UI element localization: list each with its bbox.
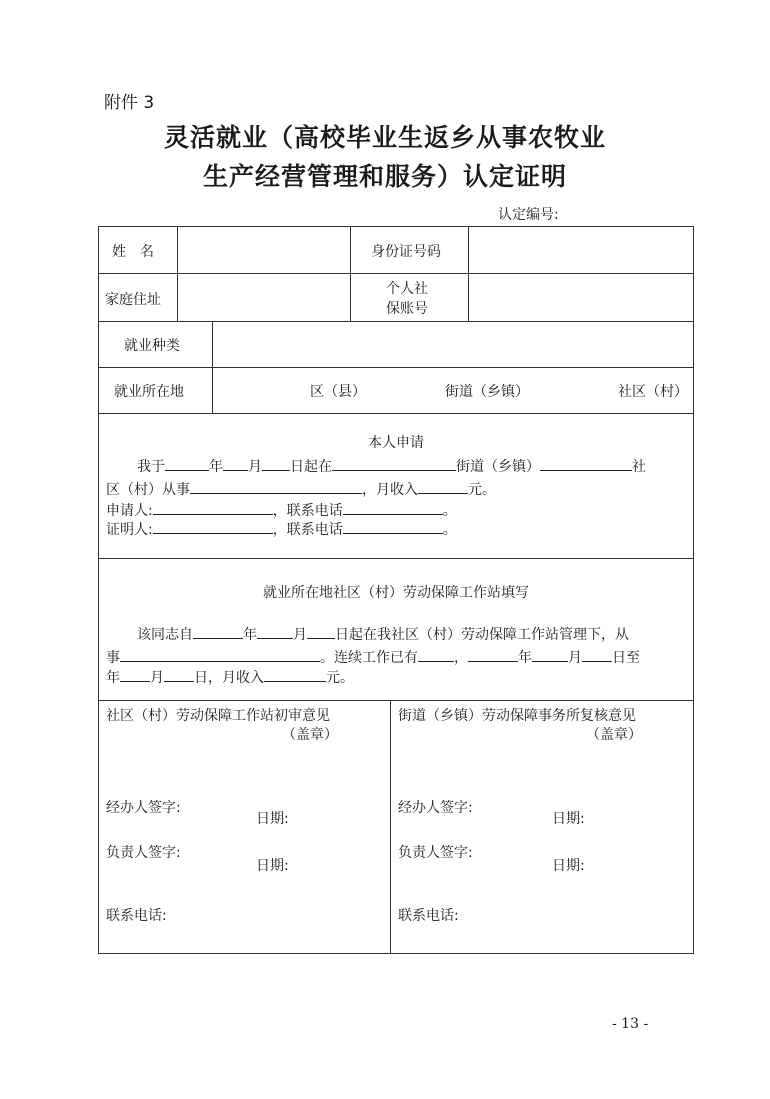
- station-line-1: 该同志自 年 月 日起在我社区（村）劳动保障工作站管理下，从: [137, 624, 629, 644]
- left-handler-date-label: 日期:: [256, 811, 289, 827]
- station-heading: 就业所在地社区（村）劳动保障工作站填写: [263, 585, 529, 601]
- col-divider: [390, 700, 391, 954]
- col-divider: [177, 226, 178, 321]
- right-panel-seal: （盖章）: [586, 727, 642, 743]
- col-divider: [468, 226, 469, 321]
- col-divider: [350, 226, 351, 321]
- street-label: 街道（乡镇）: [445, 384, 529, 400]
- left-leader-date-label: 日期:: [256, 858, 289, 874]
- employment-type-label: 就业种类: [124, 338, 180, 354]
- left-panel-seal: （盖章）: [282, 727, 338, 743]
- row-divider: [98, 558, 694, 559]
- social-account-label: 保账号: [386, 301, 428, 317]
- right-leader-date-label: 日期:: [552, 858, 585, 874]
- cert-number-label: 认定编号:: [498, 207, 559, 223]
- id-number-label: 身份证号码: [371, 244, 441, 260]
- row-divider: [98, 700, 694, 701]
- left-handler-signature-label: 经办人签字:: [106, 800, 181, 816]
- attachment-label: 附件 3: [104, 93, 155, 113]
- right-handler-date-label: 日期:: [552, 811, 585, 827]
- applicant-line: 申请人: ，联系电话 。: [106, 500, 457, 520]
- right-panel-heading: 街道（乡镇）劳动保障事务所复核意见: [398, 708, 636, 724]
- address-label: 家庭住址: [105, 292, 161, 308]
- document-title-line-1: 灵活就业（高校毕业生返乡从事农牧业: [163, 123, 606, 152]
- row-divider: [98, 273, 694, 274]
- col-divider: [212, 321, 213, 413]
- left-leader-signature-label: 负责人签字:: [106, 845, 181, 861]
- witness-line: 证明人: ，联系电话 。: [106, 519, 457, 539]
- right-leader-signature-label: 负责人签字:: [398, 845, 473, 861]
- community-label: 社区（村）: [618, 384, 688, 400]
- right-handler-signature-label: 经办人签字:: [398, 800, 473, 816]
- row-divider: [98, 413, 694, 414]
- station-line-3: 年 月 日，月收入 元。: [106, 667, 354, 687]
- station-line-2: 事 。连续工作已有 ， 年 月 日至: [106, 647, 640, 667]
- left-phone-label: 联系电话:: [106, 908, 167, 924]
- row-divider: [98, 367, 694, 368]
- work-location-label: 就业所在地: [114, 384, 184, 400]
- row-divider: [98, 321, 694, 322]
- right-phone-label: 联系电话:: [398, 908, 459, 924]
- left-panel-heading: 社区（村）劳动保障工作站初审意见: [106, 708, 330, 724]
- document-title-line-2: 生产经营管理和服务）认定证明: [202, 162, 567, 191]
- name-label: 姓 名: [112, 244, 154, 260]
- application-line-2: 区（村）从事 ，月收入 元。: [106, 479, 496, 499]
- application-line-1: 我于 年 月 日起在 街道（乡镇） 社: [137, 456, 646, 476]
- district-label: 区（县）: [310, 384, 366, 400]
- social-account-label: 个人社: [386, 281, 428, 297]
- page-number: - 13 -: [612, 1016, 649, 1032]
- application-heading: 本人申请: [368, 435, 424, 451]
